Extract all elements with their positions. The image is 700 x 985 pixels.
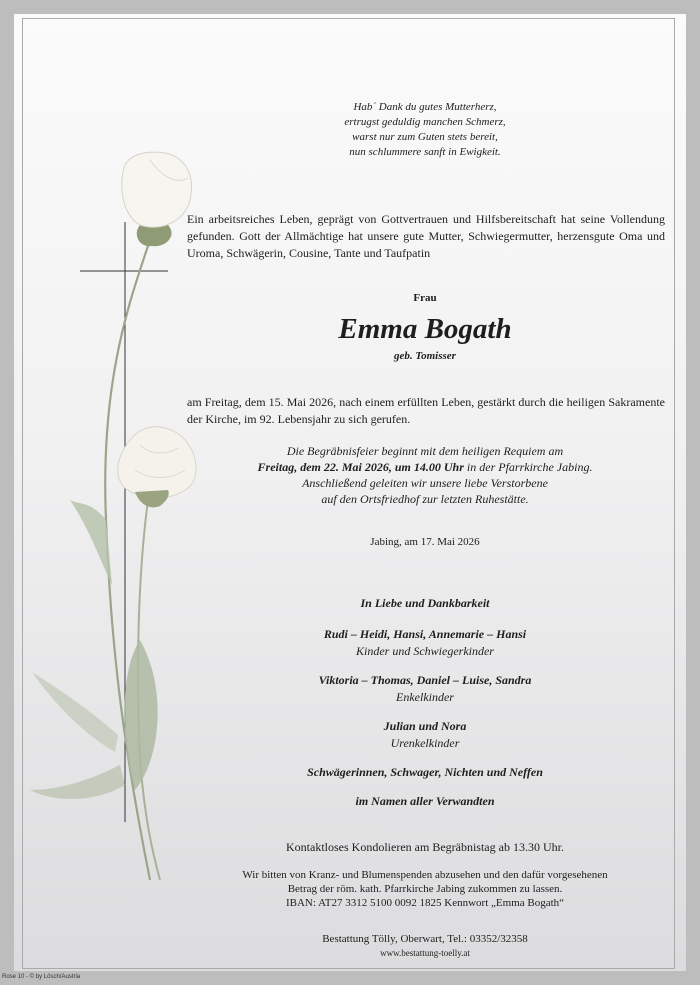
donation-note (200, 868, 650, 910)
mourner-names: Julian und Nora (383, 719, 467, 733)
salutation: Frau (413, 292, 437, 304)
mourner-role: Kinder und Schwiegerkinder (356, 644, 494, 658)
condolence-note: Kontaktloses Kondolieren am Begräbnistag ab 13.30 Uhr. (286, 840, 564, 854)
poem-line: warst nur zum Guten stets bereit, (352, 131, 498, 143)
relatives-line: Schwägerinnen, Schwager, Nichten und Neffen (307, 765, 543, 779)
undertaker-info (200, 932, 650, 960)
intro-text: Ein arbeitsreiches Leben, geprägt von Gottvertrauen und Hilfsbereitschaft hat seine Vollendung gefunden. Gott der Allmächtige hat unsere gute Mutter, Schwiegermutter, herzensgute Oma und Uroma, Schwägerin, Cousine, Tante und Taufpatin (187, 212, 665, 260)
mourner-names: Viktoria – Thomas, Daniel – Luise, Sandra (318, 673, 532, 687)
mourner-names: Rudi – Heidi, Hansi, Annemarie – Hansi (323, 627, 527, 641)
mourner-role: Urenkelkinder (390, 736, 460, 750)
mourner-role: Enkelkinder (396, 690, 454, 704)
iban-line: IBAN: AT27 3312 5100 0092 1825 Kennwort „Emma Bogath“ (285, 897, 565, 909)
funeral-details (210, 443, 640, 507)
poem-line: Hab´ Dank du gutes Mutterherz, (353, 101, 497, 113)
leaf-icon (30, 765, 125, 799)
funeral-line (210, 459, 640, 475)
rose-bud-top-icon (122, 152, 192, 227)
donation-line: Betrag der röm. kath. Pfarrkirche Jabing zukommen zu lassen. (287, 883, 563, 895)
poem-line: ertrugst geduldig manchen Schmerz, (344, 116, 506, 128)
rose-bloom-middle-icon (118, 427, 196, 498)
donation-line: Wir bitten von Kranz- und Blumenspenden abzusehen und den dafür vorgesehenen (242, 869, 608, 881)
sepal-icon (135, 490, 169, 507)
image-credit: Rose 10 - © by Lösch/Austria (2, 974, 81, 980)
funeral-line: Anschließend geleiten wir unsere liebe Verstorbene (302, 476, 548, 490)
funeral-date-time: Freitag, dem 22. Mai 2026, um 14.00 Uhr (257, 460, 464, 474)
poem-line: nun schlummere sanft in Ewigkeit. (349, 146, 501, 158)
maiden-name: geb. Tomisser (394, 350, 456, 362)
deceased-name: Emma Bogath (338, 313, 512, 345)
funeral-line: auf den Ortsfriedhof zur letzten Ruhestätte. (321, 492, 529, 506)
funeral-line: Die Begräbnisfeier beginnt mit dem heiligen Requiem am (286, 444, 564, 458)
mourners-heading: In Liebe und Dankbarkeit (360, 596, 490, 610)
funeral-location: in der Pfarrkirche Jabing. (463, 460, 593, 474)
closing-line: im Namen aller Verwandten (355, 794, 495, 808)
undertaker-website[interactable]: www.bestattung-toelly.at (380, 948, 470, 958)
sepal-icon (137, 225, 172, 246)
memorial-poem (270, 100, 580, 160)
leaf-icon (32, 672, 118, 752)
place-date: Jabing, am 17. Mai 2026 (370, 536, 480, 548)
undertaker-line: Bestattung Tölly, Oberwart, Tel.: 03352/32358 (322, 933, 528, 945)
death-notice: am Freitag, dem 15. Mai 2026, nach einem erfüllten Leben, gestärkt durch die heiligen Sakramente der Kirche, im 92. Lebensjahr zu sich gerufen. (187, 395, 665, 426)
